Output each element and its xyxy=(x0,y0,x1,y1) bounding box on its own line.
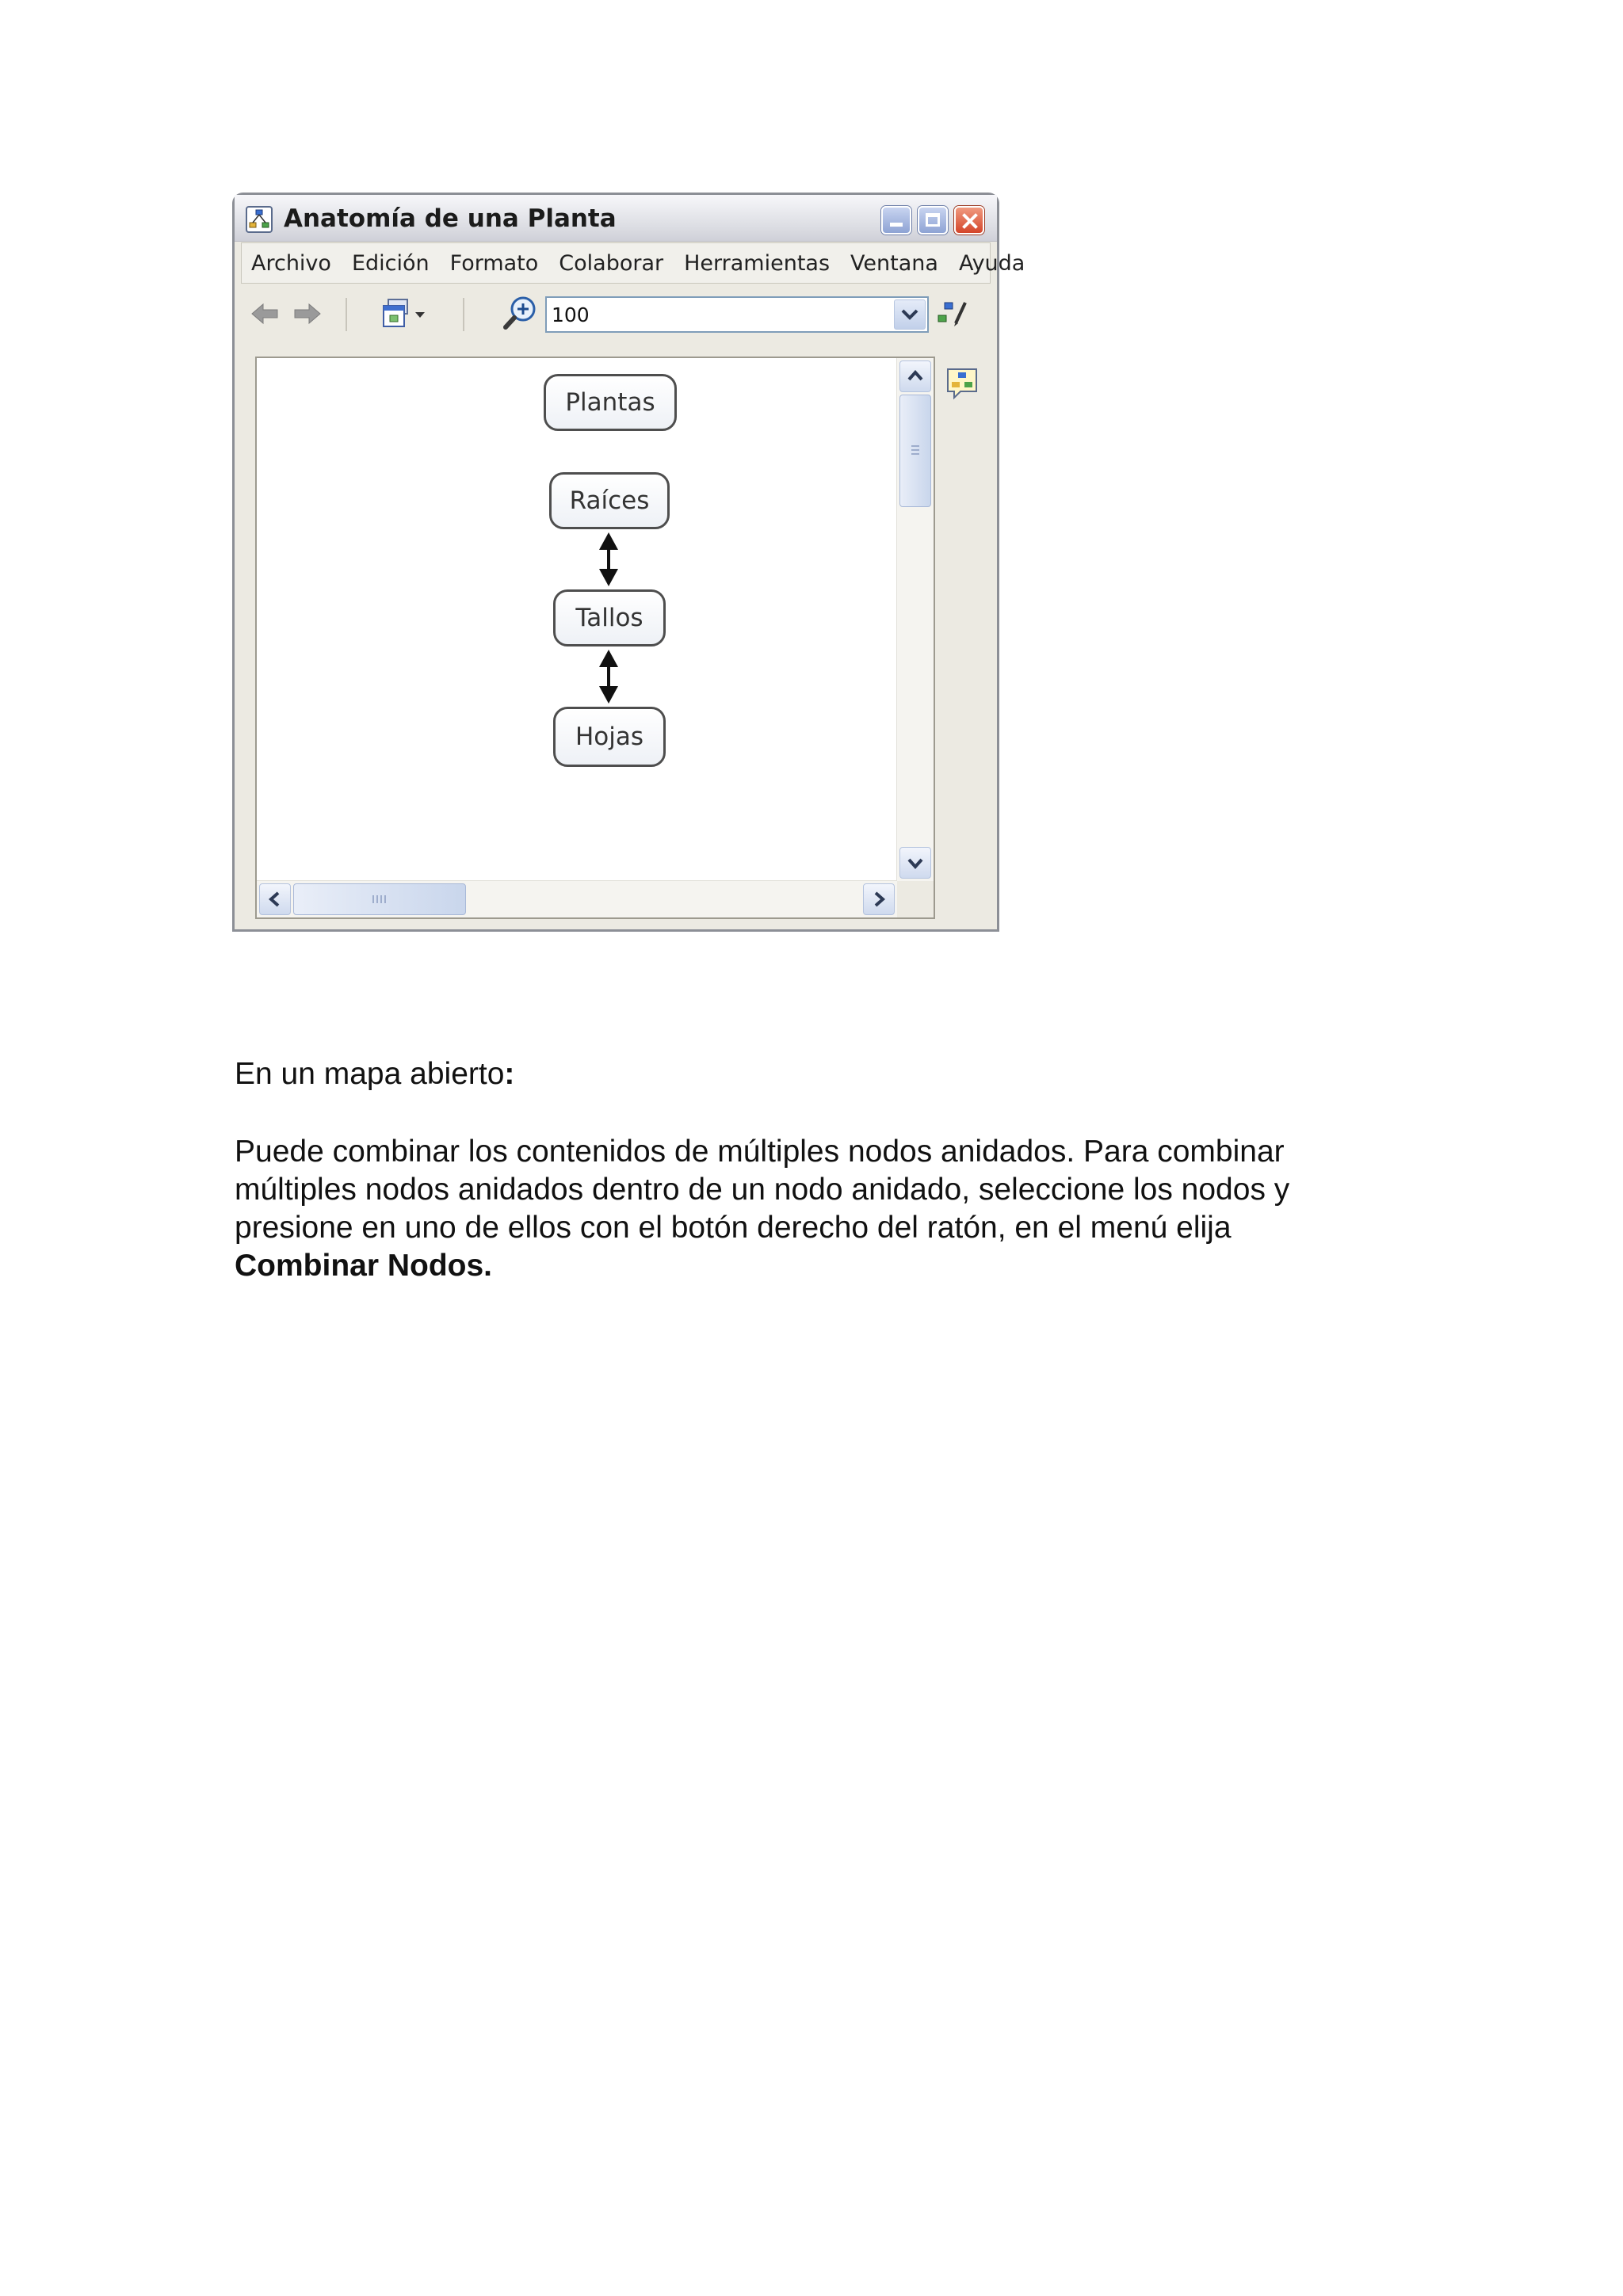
minimize-button[interactable] xyxy=(881,206,911,235)
scroll-right-button[interactable] xyxy=(863,883,895,915)
application-window xyxy=(232,193,1025,932)
heading-colon: : xyxy=(504,1057,515,1091)
horizontal-scroll-thumb[interactable] xyxy=(293,883,466,915)
chevron-up-icon xyxy=(900,361,930,391)
edit-style-icon[interactable] xyxy=(937,296,968,330)
command-name: Combinar Nodos. xyxy=(235,1249,493,1283)
chevron-down-icon xyxy=(900,848,930,878)
concept-node-tallos[interactable]: Tallos xyxy=(553,589,666,646)
chevron-right-icon xyxy=(864,884,894,914)
minimize-icon xyxy=(883,208,910,233)
link-arrow xyxy=(597,531,621,588)
vertical-scroll-thumb[interactable] xyxy=(899,395,931,507)
back-arrow-icon[interactable] xyxy=(250,303,279,325)
zoom-select[interactable] xyxy=(545,296,929,333)
window-title: Anatomía de una Planta xyxy=(284,204,617,233)
scrollbar-corner xyxy=(897,881,934,917)
zoom-in-icon[interactable] xyxy=(502,295,537,331)
map-view xyxy=(255,357,935,919)
chevron-left-icon xyxy=(260,884,290,914)
menu-colaborar[interactable]: Colaborar xyxy=(559,250,664,276)
collaboration-icon[interactable] xyxy=(945,366,980,401)
paragraph-line: presione en uno de ellos con el botón derecho del ratón, en el menú elija xyxy=(235,1211,1232,1245)
concept-node-hojas[interactable]: Hojas xyxy=(553,707,666,767)
close-icon xyxy=(956,208,983,233)
horizontal-scrollbar[interactable] xyxy=(257,880,897,917)
section-heading xyxy=(235,1055,1423,1093)
chevron-down-icon[interactable] xyxy=(894,299,926,330)
menu-archivo[interactable]: Archivo xyxy=(251,250,331,276)
concept-map-icon xyxy=(246,206,273,233)
toolbar-separator xyxy=(463,298,464,331)
toolbar xyxy=(241,285,991,342)
scroll-left-button[interactable] xyxy=(259,883,291,915)
maximize-button[interactable] xyxy=(918,206,948,235)
vertical-scrollbar[interactable] xyxy=(896,358,934,881)
views-icon[interactable] xyxy=(380,296,433,331)
link-arrow xyxy=(597,648,621,705)
menu-herramientas[interactable]: Herramientas xyxy=(684,250,831,276)
map-canvas[interactable] xyxy=(257,358,897,881)
menu-formato[interactable]: Formato xyxy=(449,250,539,276)
forward-arrow-icon[interactable] xyxy=(293,303,322,325)
menu-ventana[interactable]: Ventana xyxy=(850,250,938,276)
concept-node-raices[interactable]: Raíces xyxy=(549,472,670,529)
scroll-down-button[interactable] xyxy=(899,847,931,879)
paragraph-line: Puede combinar los contenidos de múltiples nodos anidados. Para combinar xyxy=(235,1135,1285,1169)
scroll-up-button[interactable] xyxy=(899,360,931,392)
maximize-icon xyxy=(919,208,946,233)
concept-node-plantas[interactable]: Plantas xyxy=(544,374,677,431)
instruction-paragraph xyxy=(235,1133,1423,1285)
menu-edicion[interactable]: Edición xyxy=(351,250,430,276)
zoom-input[interactable] xyxy=(548,299,888,330)
title-bar[interactable] xyxy=(235,195,997,242)
menu-bar xyxy=(241,242,1025,284)
paragraph-line: múltiples nodos anidados dentro de un nodo anidado, seleccione los nodos y xyxy=(235,1173,1290,1207)
heading-text: En un mapa abierto xyxy=(235,1057,505,1091)
menu-ayuda[interactable]: Ayuda xyxy=(958,250,1025,276)
close-button[interactable] xyxy=(954,206,984,235)
toolbar-separator xyxy=(346,298,347,331)
